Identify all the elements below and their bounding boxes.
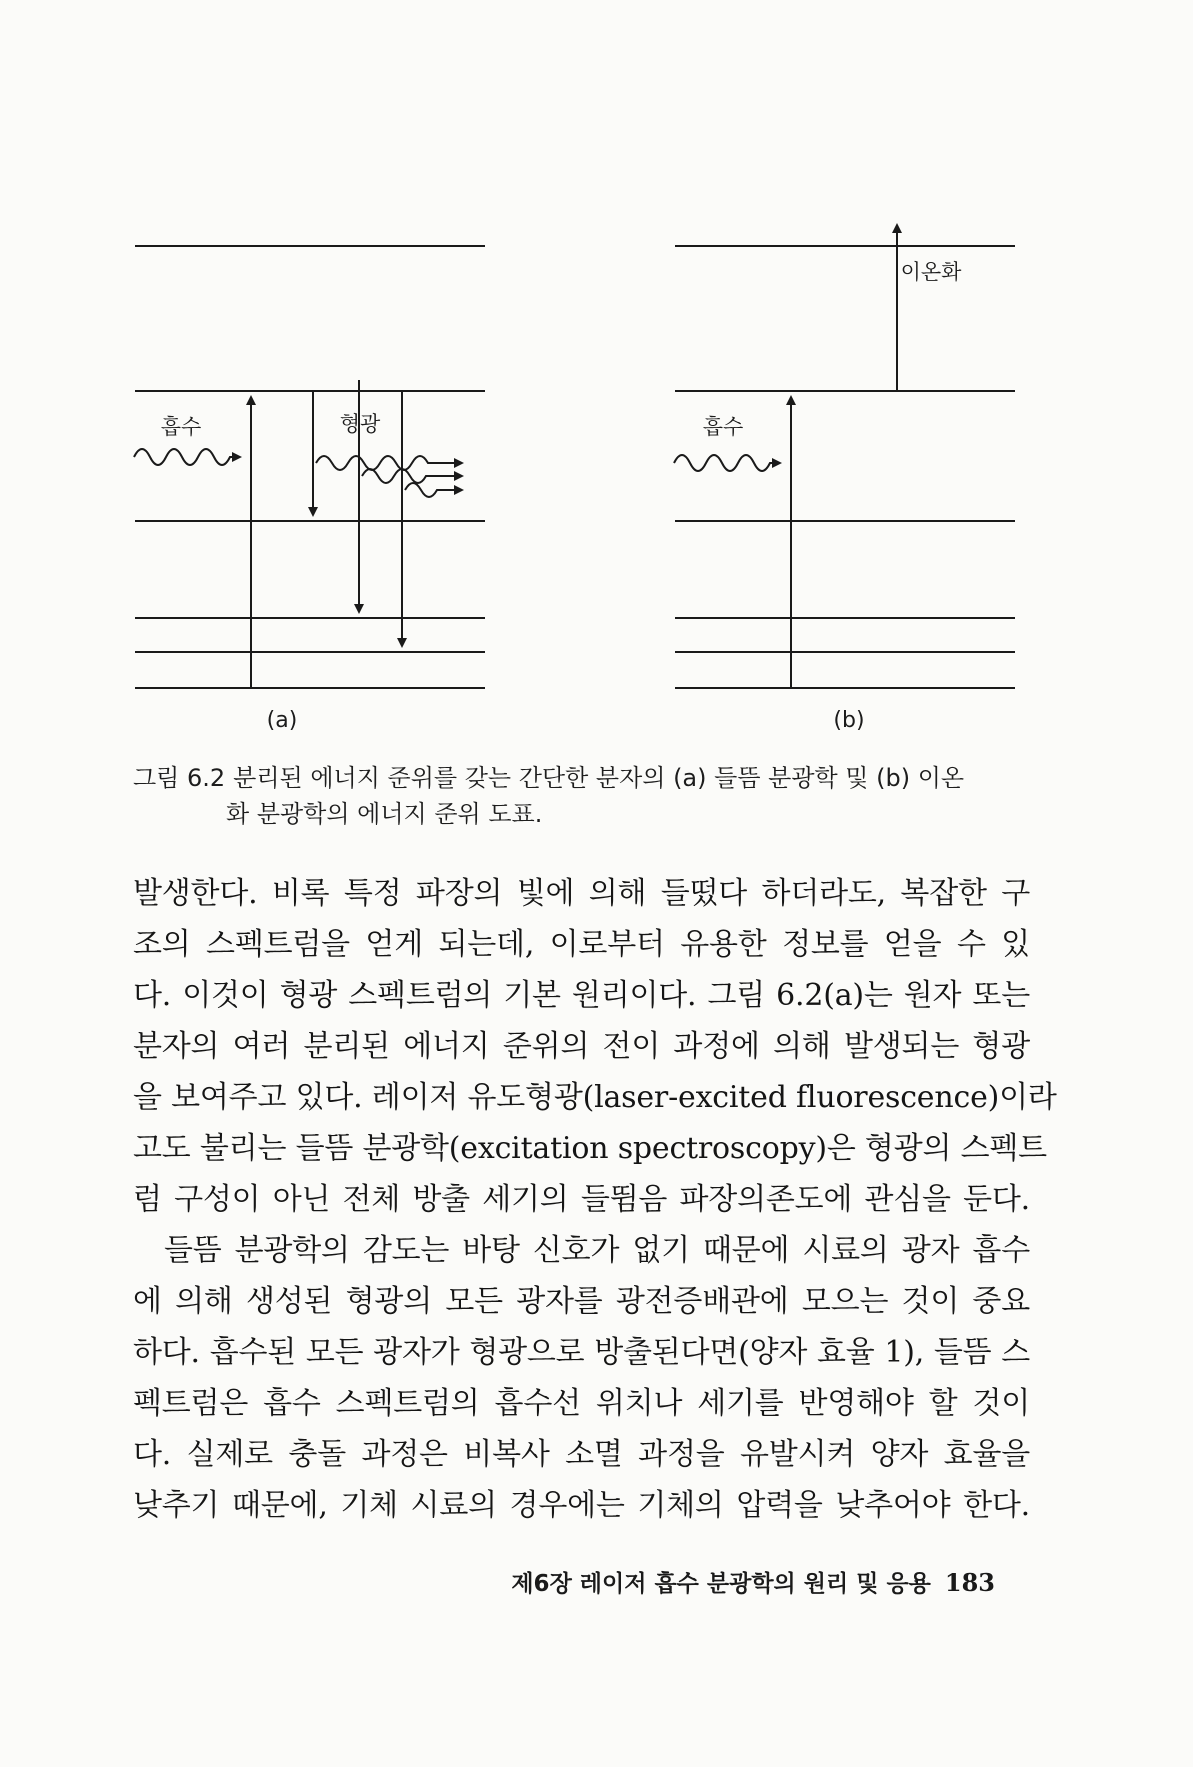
panel-a-emitted-photon-wave-1 xyxy=(316,456,462,470)
paragraph-2-line-6: 낮추기 때문에, 기체 시료의 경우에는 기체의 압력을 낮추어야 한다. xyxy=(133,1488,1030,1523)
paragraph-1-line-7: 럼 구성이 아닌 전체 방출 세기의 들뜀음 파장의존도에 관심을 둔다. xyxy=(133,1182,1030,1217)
panel-a-incoming-photon-wave xyxy=(134,449,240,465)
panel-b-absorption-label: 흡수 xyxy=(702,415,744,439)
paragraph-1-line-3: 다. 이것이 형광 스펙트럼의 기본 원리이다. 그림 6.2(a)는 원자 또는 xyxy=(133,978,1030,1013)
paragraph-1-line-6: 고도 불리는 들뜸 분광학(excitation spectroscopy)은 형광의 스펙트 xyxy=(133,1131,1047,1166)
paragraph-1-line-1: 발생한다. 비록 특정 파장의 빛에 의해 들떴다 하더라도, 복잡한 구 xyxy=(133,876,1030,911)
paragraph-2-line-5: 다. 실제로 충돌 과정은 비복사 소멸 과정을 유발시켜 양자 효율을 xyxy=(133,1437,1030,1472)
figure-caption xyxy=(133,760,1033,832)
paragraph-1-line-4: 분자의 여러 분리된 에너지 준위의 전이 과정에 의해 발생되는 형광 xyxy=(133,1029,1030,1064)
paragraph-2-line-2: 에 의해 생성된 형광의 모든 광자를 광전증배관에 모으는 것이 중요 xyxy=(133,1284,1030,1319)
body-text xyxy=(133,868,1057,1531)
panel-a xyxy=(134,246,485,688)
panel-a-caption-label: (a) xyxy=(266,708,298,733)
figure-caption-line-1: 분리된 에너지 준위를 갖는 간단한 분자의 (a) 들뜸 분광학 및 (b) 이온 xyxy=(233,764,965,792)
panel-b xyxy=(674,225,1015,688)
panel-b-incoming-photon-wave xyxy=(674,455,780,471)
page-number: 183 xyxy=(944,1568,995,1597)
panel-a-fluorescence-label: 형광 xyxy=(339,412,381,436)
panel-a-emitted-photon-wave-3 xyxy=(405,483,462,497)
panel-b-caption-label: (b) xyxy=(833,708,865,733)
panel-b-ionization-label: 이온화 xyxy=(900,260,962,284)
paragraph-2-line-1: 들뜸 분광학의 감도는 바탕 신호가 없기 때문에 시료의 광자 흡수 xyxy=(164,1233,1030,1268)
paragraph-1-line-5: 을 보여주고 있다. 레이저 유도형광(laser-excited fluorescence)이라 xyxy=(133,1080,1057,1115)
paragraph-1-line-2: 조의 스펙트럼을 얻게 되는데, 이로부터 유용한 정보를 얻을 수 있 xyxy=(133,927,1030,962)
paragraph-2-line-4: 펙트럼은 흡수 스펙트럼의 흡수선 위치나 세기를 반영해야 할 것이 xyxy=(133,1386,1030,1421)
figure-caption-label: 그림 6.2 xyxy=(133,764,226,792)
panel-a-absorption-label: 흡수 xyxy=(160,415,202,439)
paragraph-2 xyxy=(133,1225,1030,1531)
panel-a-emitted-photon-wave-2 xyxy=(362,469,462,483)
page-footer xyxy=(470,1565,995,1598)
chapter-title: 제6장 레이저 흡수 분광학의 원리 및 응용 xyxy=(511,1571,931,1597)
energy-level-figure xyxy=(0,0,1193,740)
figure-caption-line-2: 화 분광학의 에너지 준위 도표. xyxy=(226,800,543,828)
paragraph-2-line-3: 하다. 흡수된 모든 광자가 형광으로 방출된다면(양자 효율 1), 들뜸 스 xyxy=(133,1335,1030,1370)
paragraph-1 xyxy=(133,868,1057,1225)
